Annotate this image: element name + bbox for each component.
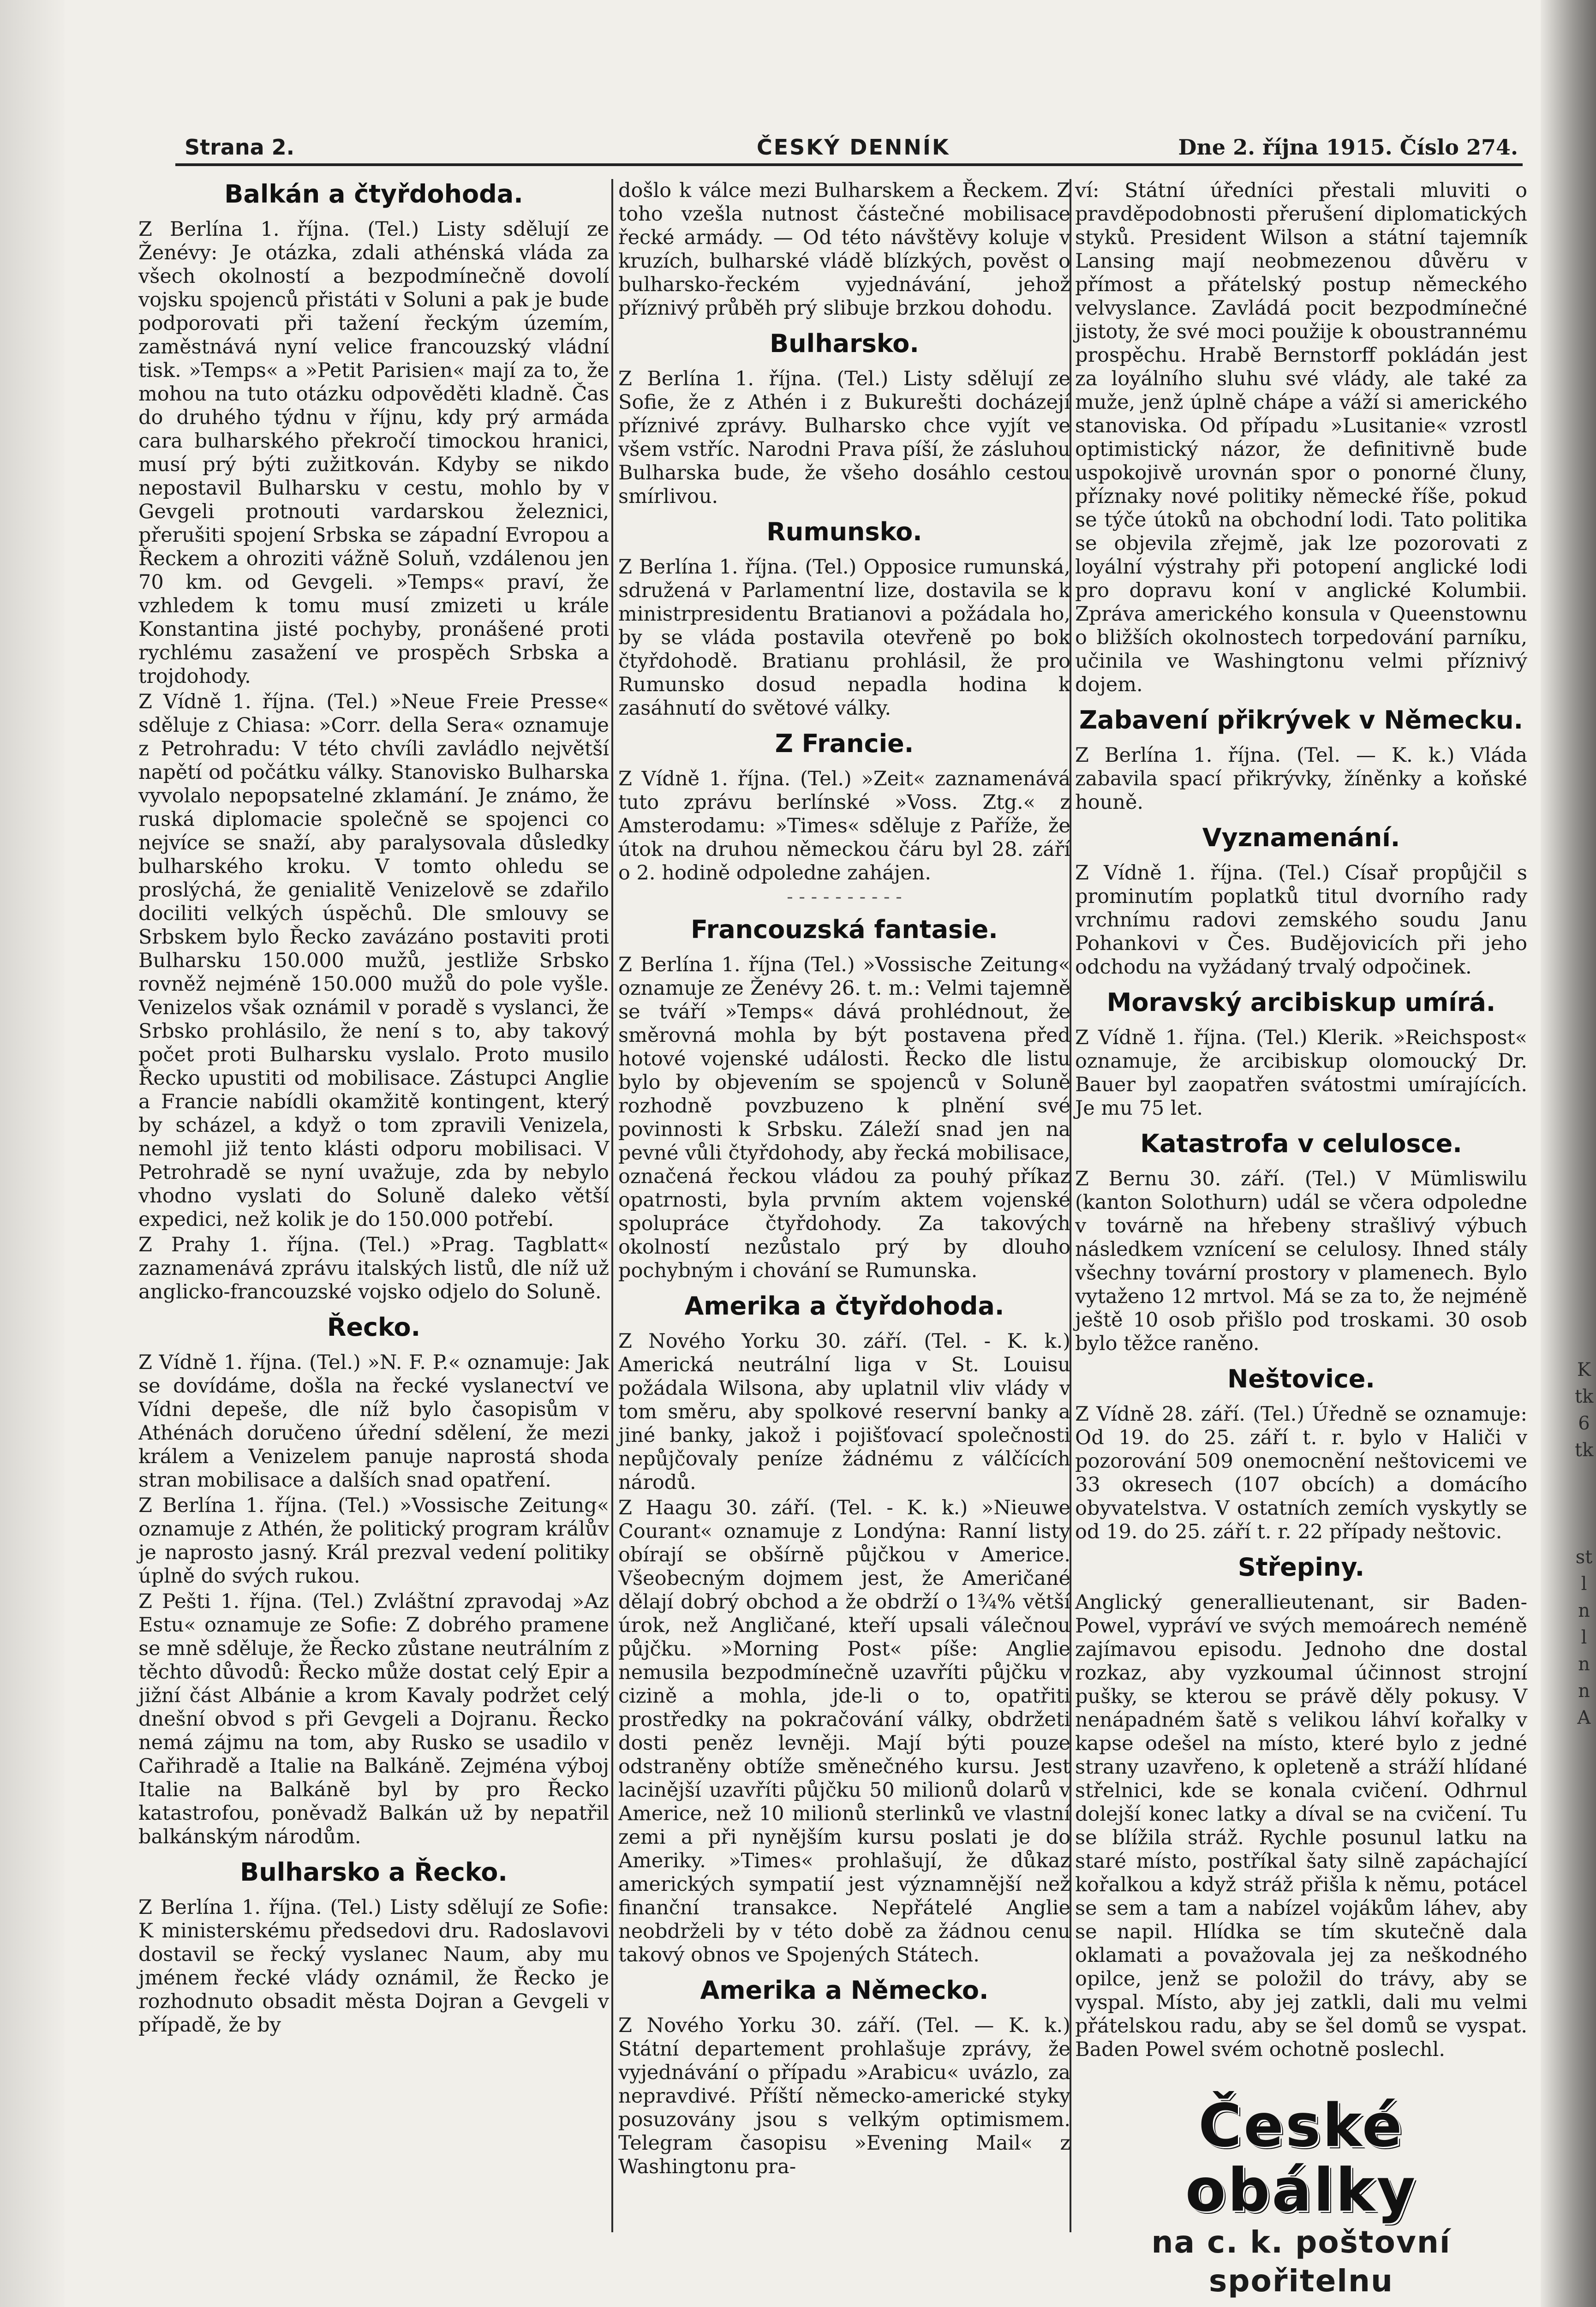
edge-fragment: tk — [1575, 1386, 1594, 1407]
edge-fragment — [1575, 1464, 1593, 1490]
edge-fragment: n — [1578, 1654, 1590, 1675]
edge-fragment: A — [1577, 1707, 1591, 1728]
page-number: Strana 2. — [185, 135, 295, 160]
ad-title: České obálky — [1185, 2092, 1417, 2225]
article-paragraph: Z Vídně 1. října. (Tel.) »Zeit« zaznamenává tuto zprávu berlínské »Voss. Ztg.« z Amsterodamu: »Times« sděluje z Paříže, že útok na druhou německou čáru byl 28. září o 2. hodině odpoledne zahájen. — [618, 767, 1070, 885]
headline-amerika-a-ctyrdohoda: Amerika a čtyřdohoda. — [684, 1291, 1004, 1321]
column-3 — [1075, 179, 1527, 2299]
edge-fragment: st — [1575, 1547, 1593, 1568]
headline-strepiny: Střepiny. — [1237, 1553, 1365, 1582]
column-rule — [611, 179, 613, 2232]
headline-bulharsko-a-recko: Bulharsko a Řecko. — [240, 1858, 508, 1887]
headline-rumunsko: Rumunsko. — [766, 517, 922, 546]
issue-date: Dne 2. října 1915. Číslo 274. — [1178, 135, 1518, 160]
headline-z-francie: Z Francie. — [775, 729, 914, 758]
page-edge-left — [0, 0, 65, 2307]
article-paragraph: Z Nového Yorku 30. září. (Tel. — K. k.) Státní departement prohlašuje zprávy, že vyjednávání o případu »Arabicu« uvázlo, za nepravdivé. Příští německo-americké styky posuzovány jsou s velkým optimismem. Telegram časopisu »Evening Mail« z Washingtonu pra- — [618, 2014, 1070, 2178]
headline-moravsky-arcibiskup: Moravský arcibiskup umírá. — [1106, 988, 1496, 1017]
edge-fragment — [1575, 1490, 1593, 1517]
edge-fragment: n — [1578, 1600, 1590, 1621]
article-paragraph: Z Vídně 1. října. (Tel.) Císař propůjčil s prominutím poplatků titul dvorního rady vrchnímu radovi zemského soudu Janu Pohankovi v Čes. Budějovicích při jeho odchodu na vyžádaný trvalý odpočinek. — [1075, 861, 1527, 979]
headline-nestovice: Neštovice. — [1227, 1364, 1375, 1393]
article-paragraph: Z Berlína 1. října. (Tel.) Listy sdělují ze Ženévy: Je otázka, zdali athénská vláda za všech okolností a bezpodmínečně dovolí vojsku spojenců přistáti v Soluni a pak je bude podporovati při tažení řeckým územím, zaměstnává nyní velice francouzský vládní tisk. »Temps« a »Petit Parisien« mají za to, že mohou na tuto otázku odpověděti kladně. Čas do druhého týdnu v říjnu, kdy prý armáda cara bulharského překročí timockou hranici, musí prý býti zužitkován. Kdyby se nikdo nepostavil Bulharsku v cestu, mohlo by v Gevgeli protnouti vardarskou železnici, přerušiti spojení Srbska se západní Evropou a Řeckem a ohroziti vážně Soluň, vzdálenou jen 70 km. od Gevgeli. »Temps« praví, že vzhledem k tomu musí zmizeti u krále Konstantina jisté pochyby, pronášené proti rychlému zasažení ve prospěch Srbska a trojdohody. — [138, 218, 609, 688]
article-paragraph: Z Haagu 30. září. (Tel. - K. k.) »Nieuwe Courant« oznamuje z Londýna: Ranní listy obírají se obšírně půjčkou v Americe. Všeobecným dojmem jest, že Američané dělají dobrý obchod a že obdrží o 1¾% větší úrok, než Angličané, kteří upsali válečnou půjčku. »Morning Post« píše: Anglie nemusila bezpodmínečně uzavříti půjčku v cizině a mohla, jde-li o to, opatřiti prostředky na pokračování války, obdržeti dosti peněz levněji. Mají býti pouze odstraněny obtíže směnečného kursu. Jest lacinější uzavříti půjčku 50 milionů dolarů v Americe, než 10 milionů sterlinků ve vlastní zemi a při nynějším kursu poslati je do Ameriky. »Times« prohlašují, že důkaz amerických sympatií jest významnější než finanční transakce. Nepřátelé Anglie neobdrželi by v této době za žádnou cenu takový obnos ve Spojených Státech. — [618, 1496, 1070, 1966]
edge-fragment — [1575, 1517, 1593, 1544]
article-paragraph: Z Vídně 1. října. (Tel.) »N. F. P.« oznamuje: Jak se dovídáme, došla na řecké vyslanectví ve Vídni depeše, dle níž bylo časopisům v Athénách doručeno úřední sdělení, že mezi králem a Venizelem panuje naprostá shoda stran mobilisace a dalších snad opatření. — [138, 1351, 609, 1492]
edge-fragment: tk — [1575, 1440, 1594, 1461]
article-paragraph: Z Vídně 1. října. (Tel.) Klerik. »Reichspost« oznamuje, že arcibiskup olomoucký Dr. Bauer byl zaopatřen svátostmi umírajících. Je mu 75 let. — [1075, 1026, 1527, 1120]
headline-balkan: Balkán a čtyřdohoda. — [224, 179, 523, 209]
headline-amerika-a-nemecko: Amerika a Německo. — [700, 1976, 989, 2005]
edge-fragment: l — [1581, 1573, 1587, 1595]
column-1 — [138, 179, 609, 2232]
headline-zabaveni-prikryvek: Zabavení přikrývek v Německu. — [1079, 705, 1523, 735]
headline-vyznamenani: Vyznamenání. — [1202, 823, 1400, 852]
ad-subtitle: na c. k. poštovní spořitelnu — [1151, 2224, 1451, 2299]
headline-katastrofa: Katastrofa v celulosce. — [1140, 1129, 1462, 1158]
column-2 — [618, 179, 1070, 2232]
article-paragraph: Z Berlína 1. října (Tel.) »Vossische Zeitung« oznamuje ze Ženévy 26. t. m.: Velmi tajemně se tváří »Temps« dává prohlédnout, že směrovná mohla by být postavena před hotové vojenské události. Řecko dle listu bylo by objevením se spojenců v Soluně rozhodně povzbuzeno k plnění své povinnosti k Srbsku. Záleží snad jen na pevné vůli čtyřdohody, aby řecká mobilisace, označená řeckou vládou za pouhý příkaz opatrnosti, byla prvním aktem vojenské spolupráce čtyřdohody. Za takových okolností nezůstalo prý by dlouho pochybným i chování se Rumunska. — [618, 953, 1070, 1282]
article-paragraph: Z Berlína 1. října. (Tel. — K. k.) Vláda zabavila spací přikrývky, žíněnky a koňské houně. — [1075, 744, 1527, 814]
edge-fragment: 6 — [1578, 1413, 1590, 1434]
article-paragraph: Z Berlína 1. října. (Tel.) »Vossische Zeitung« oznamuje z Athén, že politický program králův je naprosto jasný. Král prezval vedení politiky úplně do svých rukou. — [138, 1494, 609, 1588]
article-paragraph: Z Bernu 30. září. (Tel.) V Mümliswilu (kanton Solothurn) udál se včera odpoledne v továrně na hřebeny strašlivý výbuch následkem vznícení se celulosy. Ihned stály všechny tovární prostory v plamenech. Bylo vytaženo 12 mrtvol. Má se za to, že nejméně ještě 10 osob přišlo pod troskami. 30 osob bylo těžce raněno. — [1075, 1167, 1527, 1355]
article-paragraph: Anglický generallieutenant, sir Baden-Powel, vypráví ve svých memoárech neméně zajímavou episodu. Jednoho dne dostal rozkaz, aby vyzkoumal účinnost strojní pušky, se kterou se právě děly pokusy. V nenápadném šatě s velikou láhví kořalky v kapse odešel na místo, které bylo z jedné strany uzavřeno, k opleteně a stráží hlídané střelnici, kde se konala cvičení. Odhrnul dolejší konec latky a díval se na cvičení. Tu se blížila stráž. Rychle posunul latku na staré místo, postříkal šaty silně zapáchající kořalkou a když stráž přišla k němu, potácel se sem a tam a nabízel vojákům láhev, aby se napil. Hlídka se tím skutečně dala oklamati a považovala jej za neškodného opilce, jenž se položil do trávy, aby se vyspal. Místo, aby jej zatkli, dali mu velmi přátelskou radu, aby se šel domů se vyspat. Baden Powel svém ochotně poslechl. — [1075, 1591, 1527, 2061]
article-paragraph: došlo k válce mezi Bulharskem a Řeckem. Z toho vzešla nutnost částečné mobilisace řecké armády. — Od této návštěvy koluje v kruzích, bulharské vládě blízkých, pověst o bulharsko-řeckém vyjednávání, jehož příznivý průběh prý slibuje brzkou dohodu. — [618, 179, 1070, 320]
article-paragraph: Z Pešti 1. října. (Tel.) Zvláštní zpravodaj »Az Estu« oznamuje ze Sofie: Z dobrého pramene se mně sděluje, že Řecko zůstane neutrálním z těchto důvodů: Řecko může dostat celý Epir a jižní část Albánie a krom Kavaly podržet celý dnešní obvod s při Gevgeli a Dojranu. Řecko nemá zájmu na tom, aby Rusko se usadilo v Cařihradě a Italie na Balkáně. Zejména výboj Italie na Balkáně byl by pro Řecko katastrofou, poněvadž Balkán už by nepatřil balkánským národům. — [138, 1590, 609, 1848]
edge-fragment: n — [1578, 1680, 1590, 1702]
adjacent-page-fragments — [1575, 1357, 1593, 1731]
page-edge-right — [1541, 0, 1596, 2307]
headline-bulharsko: Bulharsko. — [770, 329, 919, 358]
edge-fragment: K — [1577, 1359, 1591, 1381]
article-paragraph: Z Berlína 1. října. (Tel.) Listy sdělují ze Sofie, že z Athén i z Bukurešti docházejí příznivé zprávy. Bulharsko chce vyjít ve všem vstříc. Narodni Prava píší, že zásluhou Bulharska bude, že všeho dosáhlo cestou smírlivou. — [618, 367, 1070, 508]
edge-fragment: l — [1581, 1627, 1587, 1648]
separator: - - - - - - - - - - — [787, 886, 902, 908]
article-paragraph: ví: Státní úředníci přestali mluviti o pravděpodobnosti přerušení diplomatických styků. President Wilson a státní tajemník Lansing mají neobmezenou důvěru v přímost a přátelský postup německého velvyslance. Zavládá pocit bezpodmínečné jistoty, že své moci použije k oboustrannému prospěchu. Hrabě Bernstorff pokládán jest za loyálního sluhu své vlády, ale také za muže, jenž úplně chápe a váží si amerického stanoviska. Od případu »Lusitanie« vzrostl optimistický názor, že definitivně bude uspokojivě urovnán spor o ponorné čluny, příznaky nové politiky německé říše, pokud se týče útoků na obchodní lodi. Tato politika se objevila zřejmě, jak lze pozorovati z loyální výstrahy při potopení anglické lodi pro dopravu koní v anglické Kolumbii. Zpráva amerického konsula v Queenstownu o bližších okolnostech torpedování parníku, učinila ve Washingtonu velmi příznivý dojem. — [1075, 179, 1527, 696]
article-paragraph: Z Vídně 1. října. (Tel.) »Neue Freie Presse« sděluje z Chiasa: »Corr. della Sera« oznamuje z Petrohradu: V této chvíli zavládlo největší napětí od počátku války. Stanovisko Bulharska vyvolalo nepopsatelné zklamání. Je známo, že ruská diplomacie společně se spojenci co nejvíce se snaží, aby paralysovala důsledky bulharského kroku. V tomto ohledu se proslýchá, že genialitě Venizelově se zdařilo dociliti velkých úspěchů. Dle smlouvy se Srbskem bylo Řecko zavázáno postaviti proti Bulharsku 150.000 mužů, jestliže Srbsko rovněž nejméně 150.000 mužů do pole vyšle. Venizelos však oznámil v poradě s vyslanci, že Srbsko prohlásilo, že není s to, aby takový počet proti Bulharsku vyslalo. Proto musilo Řecko upustiti od mobilisace. Zástupci Anglie a Francie nabídli okamžitě kontingent, který by scházel, a když o tom zpravili Venizela, nemohl již tento klásti odporu mobilisaci. V Petrohradě se nyní uvažuje, zda by nebylo vhodno vyslati do Soluně daleko větší expedici, než kolik je do 150.000 potřebí. — [138, 690, 609, 1231]
article-paragraph: Z Berlína 1. října. (Tel.) Listy sdělují ze Sofie: K ministerskému předsedovi dru. Radoslavovi dostavil se řecký vyslanec Naum, aby mu jménem řecké vlády oznámil, že Řecko je rozhodnuto obsadit města Dojran a Gevgeli v případě, že by — [138, 1896, 609, 2037]
newspaper-title: ČESKÝ DENNÍK — [757, 135, 950, 160]
article-paragraph: Z Nového Yorku 30. září. (Tel. - K. k.) Americká neutrální liga v St. Louisu požádala Wilsona, aby uplatnil vliv vlády v tom směru, aby spolkové reservní banky a jiné banky, jakož i pojišťovací společnosti nepůjčovaly peníze žádnému z válčících národů. — [618, 1330, 1070, 1494]
advertisement — [1075, 2094, 1527, 2307]
article-paragraph: Z Vídně 28. září. (Tel.) Úředně se oznamuje: Od 19. do 25. září t. r. bylo v Haliči v pozorování 509 onemocnění neštovicemi ve 33 okresech (107 obcích) a domácího obyvatelstva. V ostatních zemích vyskytly se od 19. do 25. září t. r. 22 případy neštovic. — [1075, 1403, 1527, 1543]
article-paragraph: Z Berlína 1. října. (Tel.) Opposice rumunská, sdružená v Parlamentní lize, dostavila se k ministrpresidentu Bratianovi a požádala ho, by se vláda postavila otevřeně po bok čtyřdohodě. Bratianu prohlásil, že pro Rumunsko dosud nepadla hodina k zasáhnutí do světové války. — [618, 556, 1070, 720]
headline-recko: Řecko. — [327, 1313, 421, 1342]
page-header — [175, 124, 1523, 166]
headline-francouzska-fantasie: Francouzská fantasie. — [691, 915, 998, 944]
article-paragraph: Z Prahy 1. října. (Tel.) »Prag. Tagblatt« zaznamenává zprávu italských listů, dle níž už anglicko-francouzské vojsko odjelo do Soluně. — [138, 1233, 609, 1303]
